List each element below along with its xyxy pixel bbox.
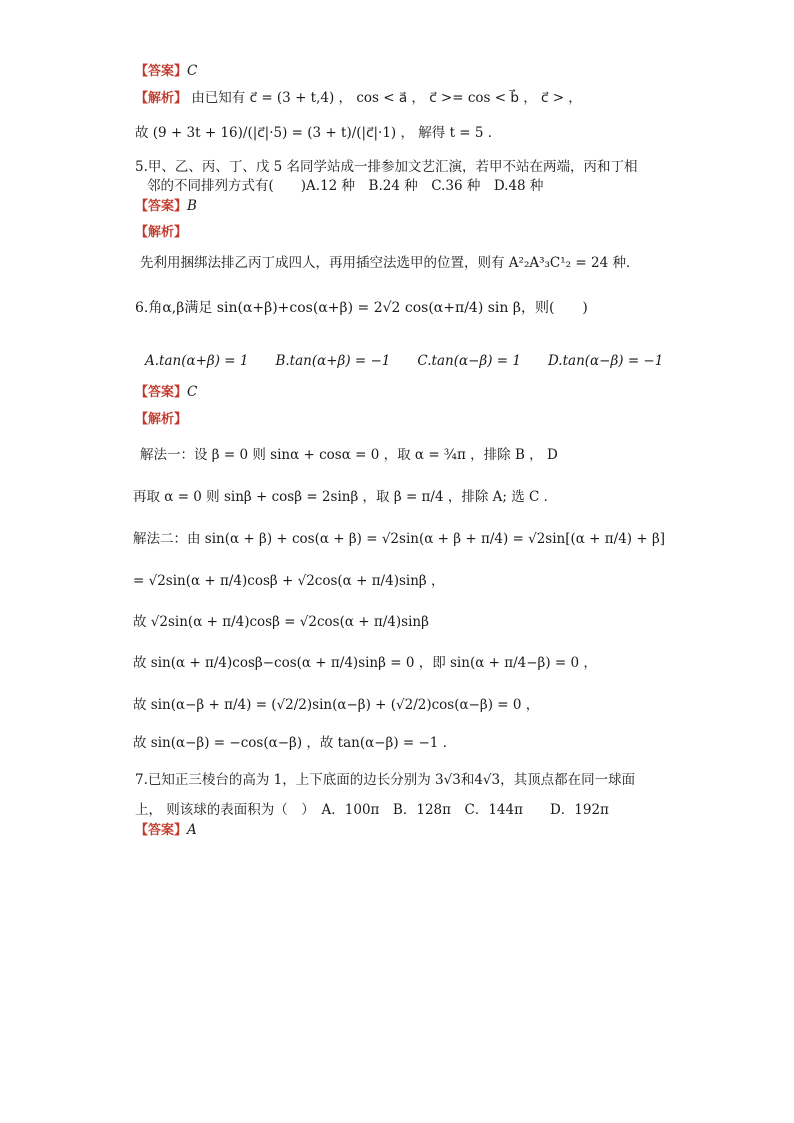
q6-stem: 6.角α,β满足 sin(α+β)+cos(α+β) = 2√2 cos(α+π/4) sin β，则( ) xyxy=(135,300,588,316)
q7-answer: A xyxy=(187,822,197,838)
q6-solution-line: 故 √2sin(α + π/4)cosβ = √2cos(α + π/4)sinβ xyxy=(133,614,429,630)
answer-label: 【答案】 xyxy=(135,823,188,838)
analysis-label: 【解析】 xyxy=(135,91,188,106)
q5-stem-line-2: 邻的不同排列方式有( )A.12 种 B.24 种 C.36 种 D.48 种 xyxy=(147,178,544,194)
q6-options: A.tan(α+β) = 1 B.tan(α+β) = −1 C.tan(α−β) = 1 D.tan(α−β) = −1 xyxy=(145,353,664,369)
q6-solution-line: 解法一：设 β = 0 则 sinα + cosα = 0 ，取 α = ¾π ，排除 B ， D xyxy=(140,447,558,463)
analysis-label: 【解析】 xyxy=(135,412,188,427)
q6-solution-line: = √2sin(α + π/4)cosβ + √2cos(α + π/4)sinβ ， xyxy=(133,573,445,589)
q4-analysis-text-1: 由已知有 c⃗ = (3 + t,4) ， cos < a⃗ ， c⃗ >= cos < b⃗ ， c⃗ > ， xyxy=(191,90,582,106)
q6-solution-line: 解法二：由 sin(α + β) + cos(α + β) = √2sin(α + β + π/4) = √2sin[(α + π/4) + β] xyxy=(133,531,666,547)
q4-analysis-line xyxy=(135,89,582,108)
answer-label: 【答案】 xyxy=(135,199,188,214)
q5-stem-line-1: 5.甲、乙、丙、丁、戊 5 名同学站成一排参加文艺汇演，若甲不站在两端，丙和丁相 xyxy=(135,159,638,175)
q7-answer-line xyxy=(135,821,197,840)
q7-stem-line-1: 7.已知正三棱台的高为 1，上下底面的边长分别为 3√3和4√3，其顶点都在同一球面 xyxy=(135,772,636,788)
q4-analysis-text-2: 故 (9 + 3t + 16)/(|c⃗|·5) = (3 + t)/(|c⃗|·1) ， 解得 t = 5 ． xyxy=(135,125,502,141)
q6-answer: C xyxy=(187,384,198,400)
q4-answer-line xyxy=(135,62,197,81)
q7-stem-line-2: 上， 则该球的表面积为（ ） A．100π B．128π C．144π D．192π xyxy=(135,802,609,818)
q4-answer: C xyxy=(187,63,198,79)
q6-solution-line: 故 sin(α−β) = −cos(α−β) ，故 tan(α−β) = −1 ． xyxy=(133,735,457,751)
q5-answer: B xyxy=(187,198,197,214)
q6-solution-line: 再取 α = 0 则 sinβ + cosβ = 2sinβ ，取 β = π/4 ，排除 A; 选 C ． xyxy=(133,489,558,505)
q6-solution-line: 故 sin(α + π/4)cosβ−cos(α + π/4)sinβ = 0 ，即 sin(α + π/4−β) = 0 ， xyxy=(133,655,597,671)
q5-analysis-label-line xyxy=(135,223,187,242)
q5-analysis-text: 先利用捆绑法排乙丙丁成四人，再用插空法选甲的位置，则有 A²₂A³₃C¹₂ = 24 种． xyxy=(140,255,640,271)
q6-solution-line: 故 sin(α−β + π/4) = (√2/2)sin(α−β) + (√2/2)cos(α−β) = 0 ， xyxy=(133,697,540,713)
analysis-label: 【解析】 xyxy=(135,225,188,240)
q4-analysis-line-2 xyxy=(135,124,501,142)
answer-label: 【答案】 xyxy=(135,385,188,400)
q6-analysis-label-line xyxy=(135,410,187,429)
answer-label: 【答案】 xyxy=(135,64,188,79)
q5-answer-line xyxy=(135,197,197,216)
q6-answer-line xyxy=(135,383,197,402)
